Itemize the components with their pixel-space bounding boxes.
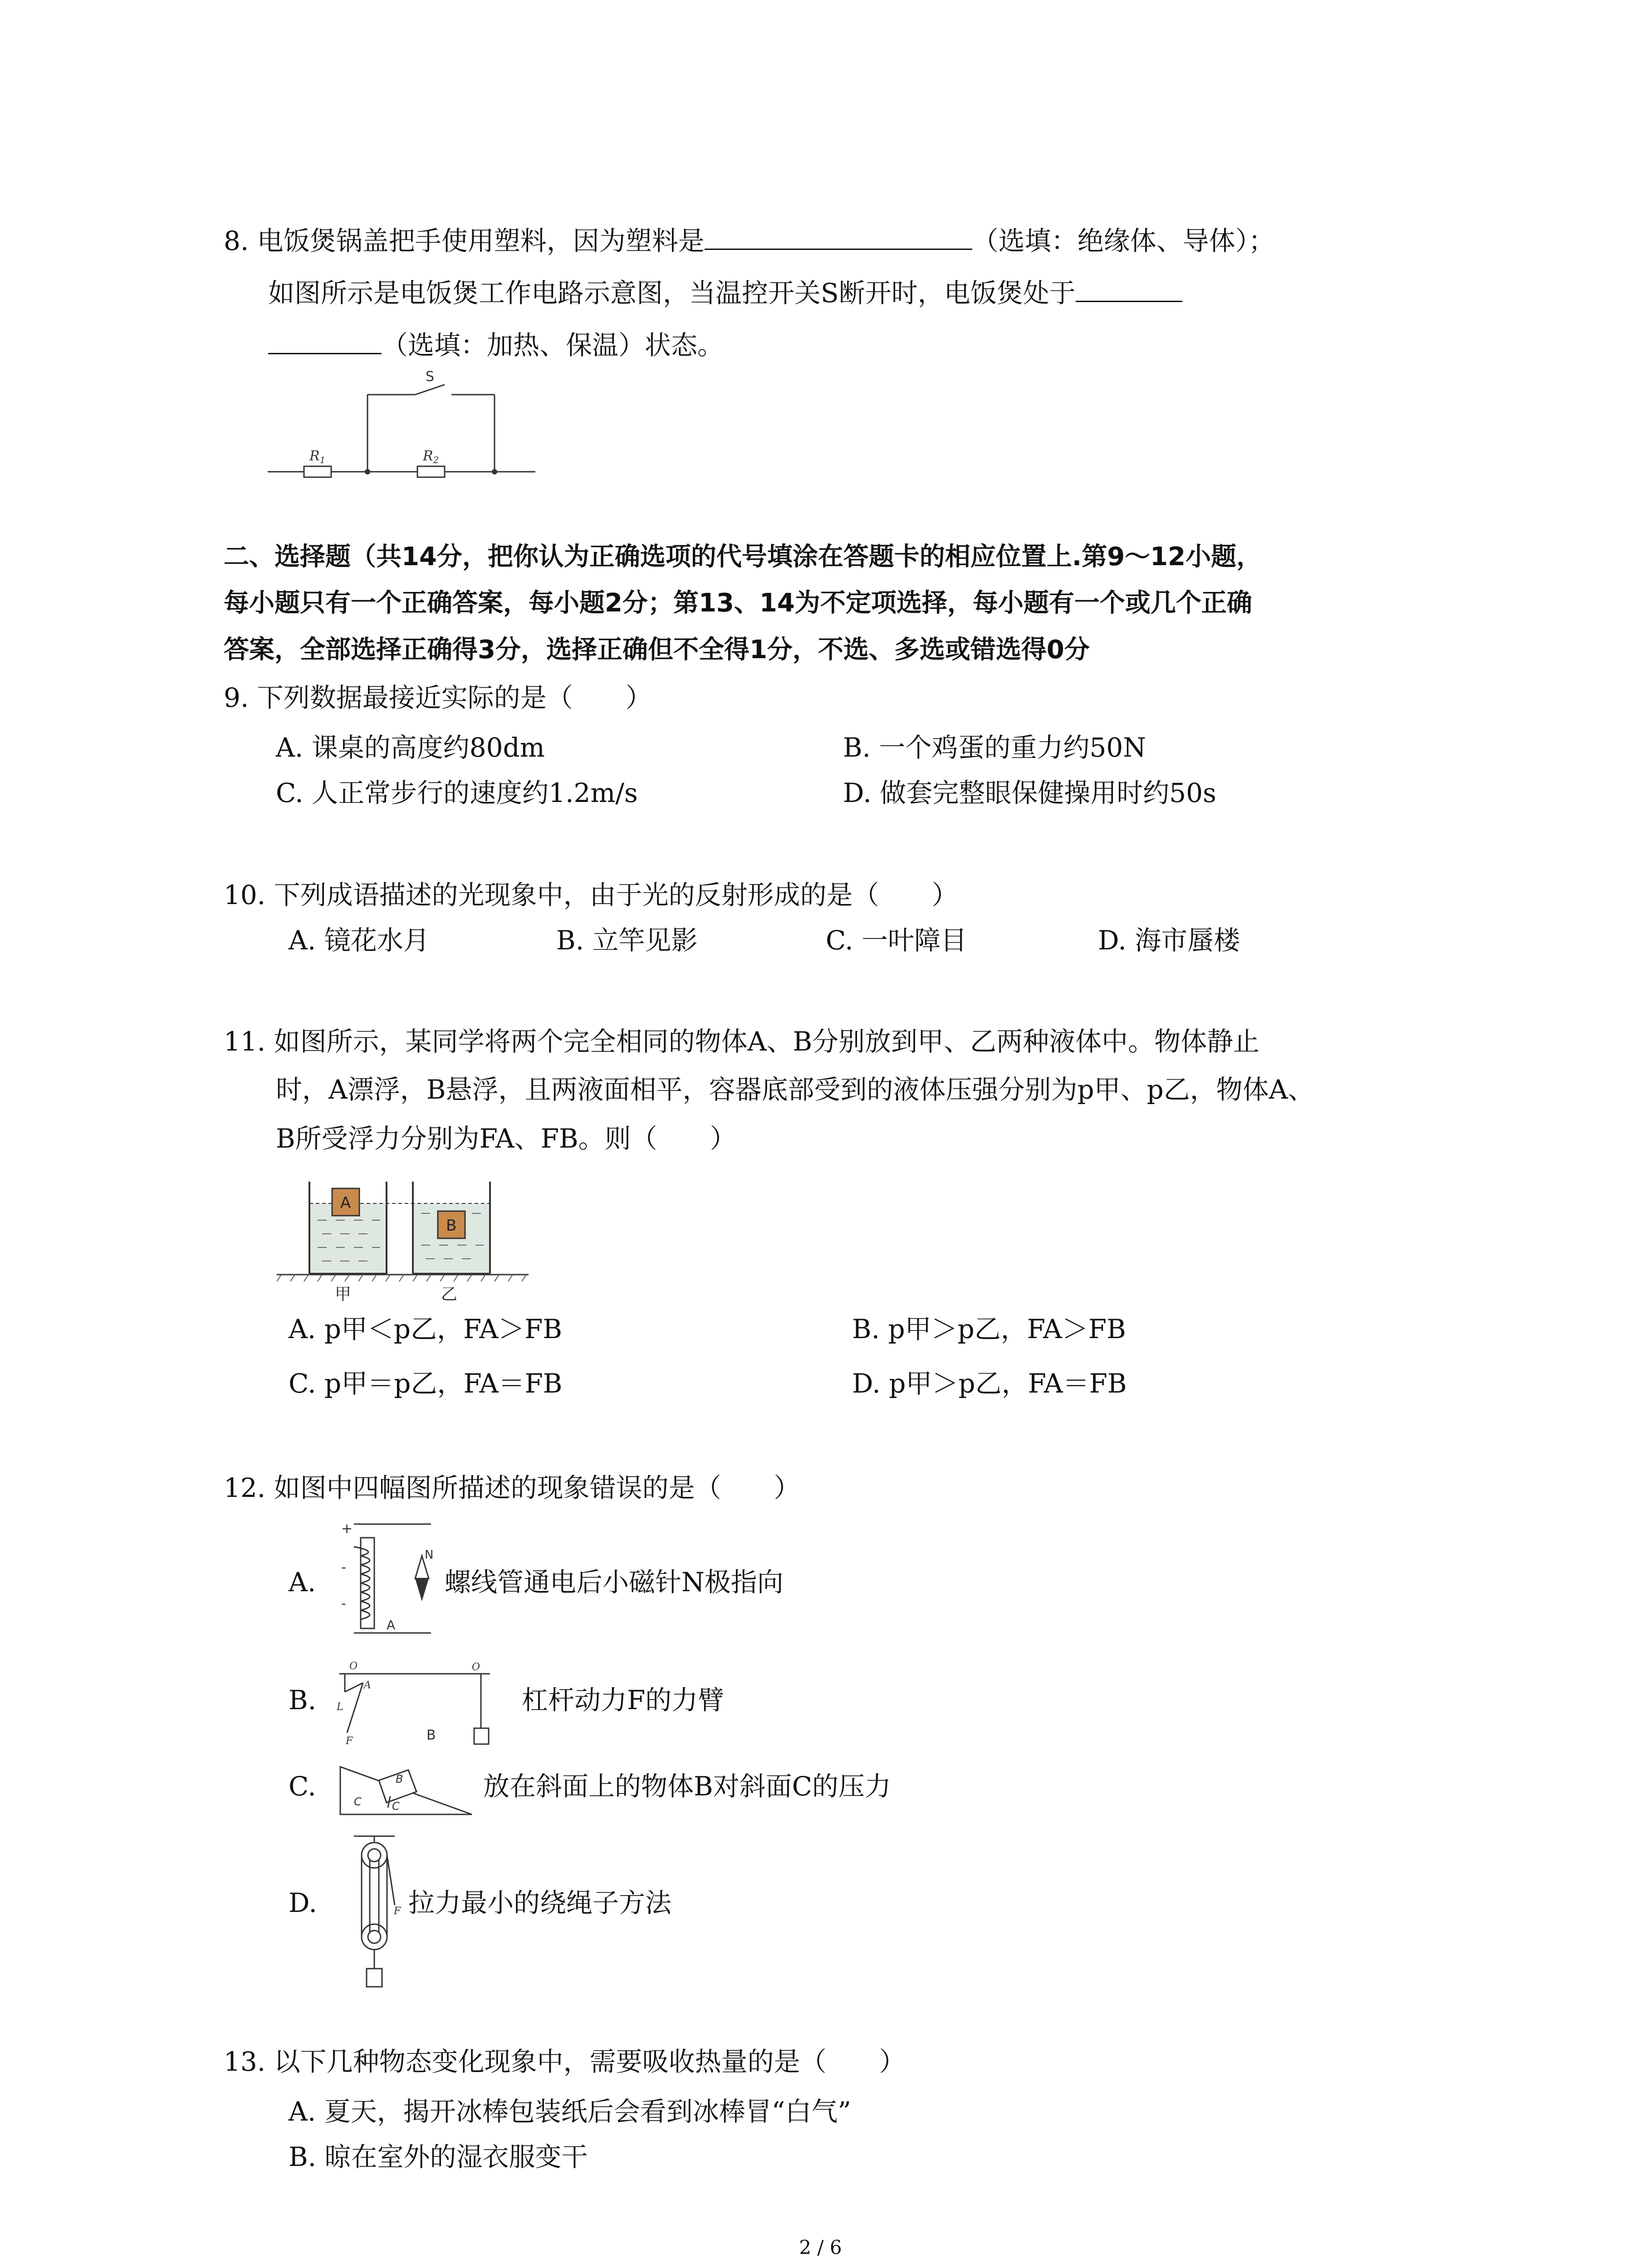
compass-n-label: N	[425, 1548, 434, 1562]
q10-option-d[interactable]: D. 海市蜃楼	[1098, 925, 1240, 956]
solenoid-minus-2: -	[341, 1596, 346, 1612]
incline-b-label: B	[396, 1773, 403, 1785]
q12-stem: 12. 如图中四幅图所描述的现象错误的是（ ）	[224, 1472, 800, 1503]
container-right-label: 乙	[441, 1285, 458, 1304]
q12-option-c-text: 放在斜面上的物体B对斜面C的压力	[483, 1771, 892, 1802]
r2-sub: 2	[433, 455, 439, 465]
q11-option-c[interactable]: C. p甲＝p乙，FA＝FB	[289, 1368, 563, 1399]
switch-label: S	[426, 369, 435, 385]
q11-line2: 时，A漂浮，B悬浮，且两液面相平，容器底部受到的液体压强分别为p甲、p乙，物体A、	[276, 1074, 1314, 1105]
svg-text:F	[345, 1735, 353, 1747]
q12-option-c-label[interactable]: C.	[289, 1771, 316, 1802]
q8-blank-1[interactable]	[705, 221, 972, 250]
solenoid-a-label: A	[387, 1618, 396, 1633]
q8-line3	[268, 326, 724, 363]
svg-text:B	[446, 1217, 456, 1235]
svg-text:A	[387, 1618, 395, 1633]
lever-f-label: F	[346, 1735, 353, 1747]
r1-sub: 1	[319, 455, 326, 465]
svg-text:-	[341, 1559, 346, 1575]
svg-text:B	[396, 1773, 403, 1785]
incline-figure	[336, 1746, 481, 1828]
q13-option-b[interactable]: B. 晾在室外的湿衣服变干	[289, 2141, 588, 2172]
q9-option-a[interactable]: A. 课桌的高度约80dm	[276, 732, 545, 763]
q10-option-c[interactable]: C. 一叶障目	[826, 925, 967, 956]
lever-l-label: L	[337, 1701, 343, 1713]
block-a-label: A	[340, 1194, 351, 1212]
page-number: 2 / 6	[799, 2236, 842, 2258]
q11-option-a[interactable]: A. p甲＜p乙，FA＞FB	[289, 1314, 562, 1344]
section2-line2: 每小题只有一个正确答案，每小题2分；第13、14为不定项选择，每小题有一个或几个正确	[224, 588, 1252, 618]
q9-stem: 9. 下列数据最接近实际的是（ ）	[224, 682, 652, 713]
q12-option-b-label[interactable]: B.	[289, 1685, 317, 1716]
solenoid-figure	[336, 1510, 436, 1647]
lever-o2-label: O	[472, 1662, 480, 1673]
q8-blank-2a[interactable]	[1076, 274, 1182, 302]
r2-label: R	[423, 448, 433, 464]
section2-line3: 答案，全部选择正确得3分，选择正确但不全得1分，不选、多选或错选得0分	[224, 635, 1090, 665]
svg-text:R1	[309, 448, 325, 465]
svg-text:A	[340, 1194, 351, 1212]
svg-text:甲	[335, 1285, 351, 1304]
q12-option-a-text: 螺线管通电后小磁针N极指向	[445, 1567, 784, 1598]
q11-option-d[interactable]: D. p甲＞p乙，FA＝FB	[852, 1368, 1127, 1399]
q13-stem: 13. 以下几种物态变化现象中，需要吸收热量的是（ ）	[224, 2046, 906, 2077]
svg-text:A	[363, 1680, 371, 1691]
q10-option-a[interactable]: A. 镜花水月	[289, 925, 430, 956]
q11-line1: 11. 如图所示，某同学将两个完全相同的物体A、B分别放到甲、乙两种液体中。物体静止	[224, 1026, 1260, 1057]
q13-option-a[interactable]: A. 夏天，揭开冰棒包装纸后会看到冰棒冒“白气”	[289, 2096, 852, 2127]
q12-option-d-label[interactable]: D.	[289, 1887, 317, 1918]
q8-blank-2b[interactable]	[268, 326, 382, 354]
container-left-label: 甲	[335, 1285, 352, 1304]
q8-text-3: （选填：加热、保温）状态。	[382, 330, 724, 361]
svg-text:O	[349, 1661, 358, 1672]
lever-a-label: A	[364, 1680, 371, 1691]
q8-text-a: 8. 电饭煲锅盖把手使用塑料，因为塑料是	[224, 225, 705, 256]
svg-text:C	[392, 1800, 400, 1813]
buoyancy-figure	[277, 1177, 531, 1309]
svg-text:-	[341, 1596, 346, 1612]
q10-stem: 10. 下列成语描述的光现象中，由于光的反射形成的是（ ）	[224, 880, 958, 910]
q12-option-a-label[interactable]: A.	[289, 1567, 316, 1598]
q9-option-d[interactable]: D. 做套完整眼保健操用时约50s	[843, 777, 1216, 808]
circuit-diagram	[268, 367, 544, 485]
incline-c-label: C	[354, 1795, 362, 1808]
incline-c2-label: C	[392, 1800, 400, 1813]
q12-option-d-text: 拉力最小的绕绳子方法	[408, 1887, 672, 1918]
svg-text:F	[393, 1906, 401, 1917]
svg-text:O	[472, 1662, 480, 1673]
svg-text:B	[426, 1727, 436, 1743]
q9-option-c[interactable]: C. 人正常步行的速度约1.2m/s	[276, 777, 638, 808]
block-b-label: B	[446, 1217, 457, 1235]
svg-text:L	[336, 1701, 343, 1713]
svg-text:乙	[441, 1285, 457, 1304]
svg-text:S	[426, 369, 434, 385]
lever-b-label: B	[426, 1727, 436, 1743]
pulley-f-label: F	[394, 1906, 401, 1917]
q11-line3: B所受浮力分别为FA、FB。则（ ）	[276, 1123, 736, 1154]
solenoid-minus-1: -	[341, 1559, 346, 1575]
svg-text:N	[425, 1548, 433, 1562]
q11-option-b[interactable]: B. p甲＞p乙，FA＞FB	[852, 1314, 1126, 1344]
svg-text:R2	[422, 448, 439, 465]
q8-line1	[224, 221, 1275, 259]
q8-text-2: 如图所示是电饭煲工作电路示意图，当温控开关S断开时，电饭煲处于	[268, 278, 1076, 308]
q12-option-b-text: 杠杆动力F的力臂	[522, 1685, 725, 1716]
pulley-figure	[345, 1833, 408, 1991]
lever-o-label: O	[349, 1661, 358, 1672]
q8-text-b: （选填：绝缘体、导体）；	[972, 225, 1275, 256]
svg-text:C	[354, 1795, 362, 1808]
svg-text:+	[341, 1521, 353, 1537]
q8-line2	[268, 274, 1182, 311]
q10-option-b[interactable]: B. 立竿见影	[556, 925, 698, 956]
section2-line1: 二、选择题（共14分，把你认为正确选项的代号填涂在答题卡的相应位置上.第9～12小题，	[224, 542, 1262, 572]
r1-label: R	[309, 448, 320, 464]
lever-figure	[336, 1660, 526, 1755]
solenoid-plus: +	[341, 1521, 353, 1537]
q9-option-b[interactable]: B. 一个鸡蛋的重力约50N	[843, 732, 1146, 763]
